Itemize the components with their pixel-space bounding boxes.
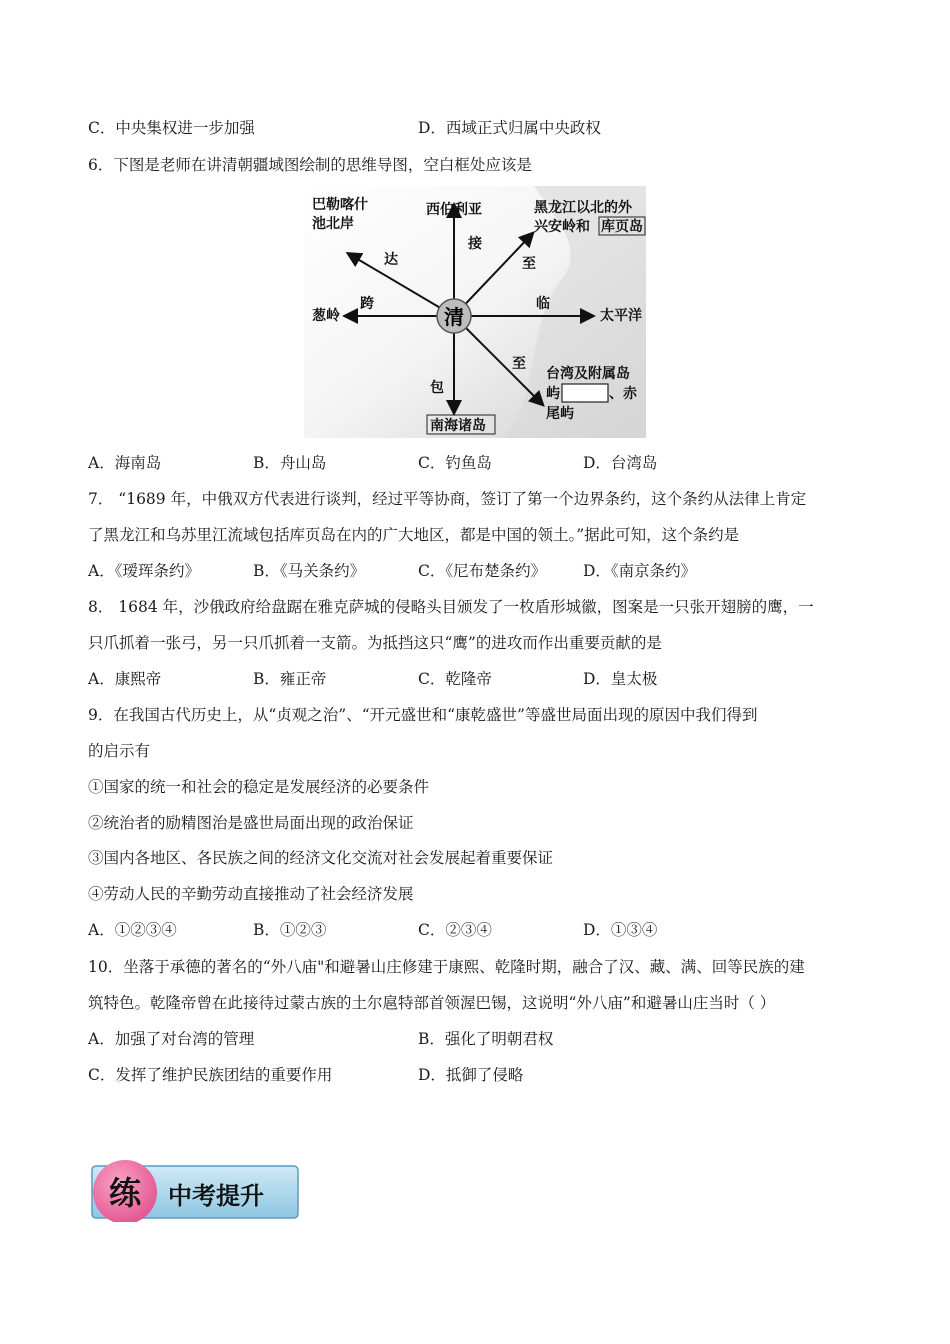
e-place: 太平洋 <box>600 308 642 324</box>
q9-statement-1: ①国家的统一和社会的稳定是发展经济的必要条件 <box>88 778 430 796</box>
nw-place-line2: 池北岸 <box>312 216 354 232</box>
q7-stem-line1: 7． “1689 年，中俄双方代表进行谈判，经过平等协商，签订了第一个边界条约，这个条约从法律上肯定 <box>88 490 807 508</box>
section-heading-badge <box>88 1160 300 1222</box>
q5-option-d: D．西域正式归属中央政权 <box>418 119 601 137</box>
w-place: 葱岭 <box>312 308 340 324</box>
q9-statement-4: ④劳动人民的辛勤劳动直接推动了社会经济发展 <box>88 885 414 903</box>
se-place-line2b: 、赤 <box>609 386 637 402</box>
ne-place-line2a: 兴安岭和 <box>534 219 590 235</box>
s-verb: 包 <box>430 380 444 396</box>
q7-option-b: B．《马关条约》 <box>253 562 366 580</box>
q6-option-c: C．钓鱼岛 <box>418 454 492 472</box>
ne-place-line1: 黑龙江以北的外 <box>534 200 632 216</box>
se-place-line3: 尾屿 <box>546 406 574 422</box>
s-place: 南海诸岛 <box>430 418 486 434</box>
center-label: 清 <box>444 305 464 329</box>
w-verb: 跨 <box>360 296 374 312</box>
q9-statement-2: ②统治者的励精图治是盛世局面出现的政治保证 <box>88 814 414 832</box>
q10-option-c: C．发挥了维护民族团结的重要作用 <box>88 1066 333 1084</box>
q10-option-d: D．抵御了侵略 <box>418 1066 524 1084</box>
q7-option-d: D．《南京条约》 <box>583 562 697 580</box>
nw-place-line1: 巴勒喀什 <box>312 197 368 213</box>
q9-stem-line2: 的启示有 <box>88 742 151 760</box>
n-verb: 接 <box>468 236 482 252</box>
q6-option-a: A．海南岛 <box>88 454 162 472</box>
q9-option-a: A．①②③④ <box>88 921 177 939</box>
q10-stem-line1: 10．坐落于承德的著名的“外八庙"和避暑山庄修建于康熙、乾隆时期，融合了汉、藏、满、回等民族的建 <box>88 958 805 976</box>
q9-stem-line1: 9．在我国古代历史上，从“贞观之治”、“开元盛世和“康乾盛世”等盛世局面出现的原因中我们得到 <box>88 706 758 724</box>
q8-option-d: D．皇太极 <box>583 670 658 688</box>
e-verb: 临 <box>536 296 550 312</box>
q6-option-b: B．舟山岛 <box>253 454 327 472</box>
q10-stem-line2: 筑特色。乾隆帝曾在此接待过蒙古族的土尔扈特部首领渥巴锡，这说明“外八庙”和避暑山庄当时（ ） <box>88 994 776 1012</box>
nw-verb: 达 <box>384 252 398 268</box>
q8-stem-line1: 8． 1684 年，沙俄政府给盘踞在雅克萨城的侵略头目颁发了一枚盾形城徽，图案是一只张开翅膀的鹰，一 <box>88 598 814 616</box>
q7-option-a: A．《瑷珲条约》 <box>88 562 200 580</box>
q10-option-a: A．加强了对台湾的管理 <box>88 1030 255 1048</box>
q9-statement-3: ③国内各地区、各民族之间的经济文化交流对社会发展起着重要保证 <box>88 849 554 867</box>
qing-territory-mind-map <box>304 186 646 438</box>
ne-place-line2b: 库页岛 <box>601 219 643 235</box>
q8-option-a: A．康熙帝 <box>88 670 162 688</box>
n-place: 西伯利亚 <box>426 202 482 218</box>
q9-option-d: D．①③④ <box>583 921 658 939</box>
se-place-line1: 台湾及附属岛 <box>546 366 630 382</box>
ne-verb: 至 <box>522 256 536 272</box>
q6-stem: 6．下图是老师在讲清朝疆域图绘制的思维导图，空白框处应该是 <box>88 156 532 174</box>
q9-option-b: B．①②③ <box>253 921 327 939</box>
q9-option-c: C．②③④ <box>418 921 492 939</box>
q8-option-b: B．雍正帝 <box>253 670 327 688</box>
q8-stem-line2: 只爪抓着一张弓，另一只爪抓着一支箭。为抵挡这只“鹰”的进攻而作出重要贡献的是 <box>88 634 662 652</box>
q7-option-c: C．《尼布楚条约》 <box>418 562 547 580</box>
q6-option-d: D．台湾岛 <box>583 454 658 472</box>
q5-option-c: C．中央集权进一步加强 <box>88 119 255 137</box>
q7-stem-line2: 了黑龙江和乌苏里江流域包括库页岛在内的广大地区，都是中国的领土。”据此可知，这个条约是 <box>88 526 740 544</box>
se-verb: 至 <box>512 356 526 372</box>
q8-option-c: C．乾隆帝 <box>418 670 492 688</box>
heading-badge-char: 练 <box>108 1174 142 1212</box>
blank-answer-box <box>562 384 608 402</box>
se-place-line2a: 屿 <box>546 386 560 402</box>
q10-option-b: B．强化了明朝君权 <box>418 1030 554 1048</box>
heading-title: 中考提升 <box>168 1181 264 1210</box>
